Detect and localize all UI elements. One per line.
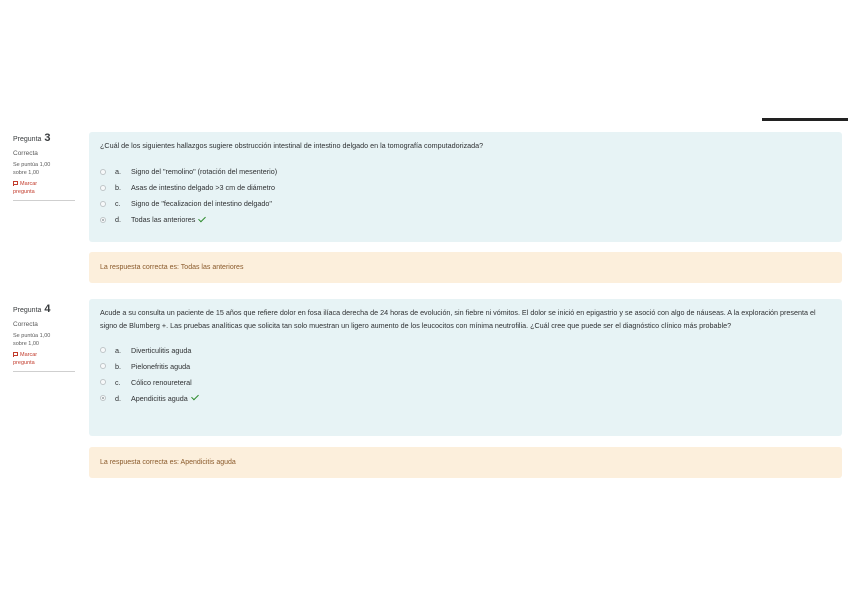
radio-button-selected[interactable] — [100, 395, 106, 401]
answer-text: Apendicitis aguda — [131, 393, 188, 403]
answer-text: Pielonefritis aguda — [131, 361, 191, 371]
answer-text: Signo de "fecalizacion del intestino delgado" — [131, 199, 272, 208]
question-number: 4 — [44, 303, 51, 315]
answer-letter: b. — [115, 361, 121, 371]
answer-letter: b. — [115, 183, 121, 192]
flag-question-link[interactable] — [13, 180, 75, 196]
question-number: 3 — [44, 132, 51, 144]
radio-button[interactable] — [100, 201, 106, 207]
flag-label: Marcar — [20, 181, 38, 187]
question-label: Pregunta — [13, 307, 42, 314]
question-formulation — [89, 132, 842, 242]
question-formulation — [89, 299, 842, 436]
answer-list — [100, 164, 831, 228]
answer-option-d[interactable] — [100, 390, 831, 406]
answer-text: Diverticulitis aguda — [131, 345, 192, 355]
answer-option-b[interactable] — [100, 358, 831, 374]
grade-line: sobre 1,00 — [13, 170, 39, 176]
answer-letter: c. — [115, 377, 121, 387]
flag-icon — [13, 181, 18, 186]
question-info — [13, 303, 75, 372]
answer-option-a[interactable] — [100, 164, 831, 180]
answer-text: Todas las anteriores — [131, 215, 196, 224]
answer-option-b[interactable] — [100, 180, 831, 196]
radio-button[interactable] — [100, 379, 106, 385]
grade-line: sobre 1,00 — [13, 341, 39, 347]
check-icon — [198, 214, 206, 222]
feedback-text: La respuesta correcta es: Todas las anteriores — [100, 264, 244, 271]
flag-label: Marcar — [20, 352, 38, 358]
radio-button-selected[interactable] — [100, 217, 106, 223]
answer-letter: a. — [115, 345, 121, 355]
answer-letter: d. — [115, 393, 121, 403]
grade-line: Se puntúa 1,00 — [13, 333, 51, 339]
flag-label: pregunta — [13, 360, 35, 366]
radio-button[interactable] — [100, 169, 106, 175]
feedback-text: La respuesta correcta es: Apendicitis aguda — [100, 459, 236, 466]
flag-icon — [13, 352, 18, 357]
question-title — [13, 303, 75, 317]
answer-text: Asas de intestino delgado >3 cm de diámetro — [131, 183, 276, 192]
grade-line: Se puntúa 1,00 — [13, 162, 51, 168]
flag-label: pregunta — [13, 189, 35, 195]
question-title — [13, 132, 75, 146]
answer-option-c[interactable] — [100, 196, 831, 212]
answer-letter: d. — [115, 215, 121, 224]
answer-letter: c. — [115, 199, 121, 208]
top-divider-bar — [762, 118, 848, 121]
question-text: Acude a su consulta un paciente de 15 años que refiere dolor en fosa ilíaca derecha de 24 horas de evolución, sin fiebre ni vómitos. El dolor se inició en epigastrio y se asoció con algo de náuseas. A la exploración presenta el signo de Blumberg +. Las pruebas analíticas que solicita tan solo muestran un ligero aumento de los leucocitos con mínima neutrofilia. ¿Cuál cree que puede ser el diagnóstico clínico más probable? — [100, 308, 816, 330]
question-grade — [13, 161, 75, 177]
correct-answer-feedback — [89, 447, 842, 478]
question-label: Pregunta — [13, 136, 42, 143]
correct-answer-feedback — [89, 252, 842, 283]
answer-list — [100, 342, 831, 406]
answer-option-a[interactable] — [100, 342, 831, 358]
answer-letter: a. — [115, 167, 121, 176]
question-state: Correcta — [13, 150, 38, 157]
flag-question-link[interactable] — [13, 351, 75, 367]
radio-button[interactable] — [100, 347, 106, 353]
radio-button[interactable] — [100, 185, 106, 191]
radio-button[interactable] — [100, 363, 106, 369]
answer-text: Signo del "remolino" (rotación del mesenterio) — [131, 167, 278, 176]
answer-option-d[interactable] — [100, 212, 831, 228]
question-state: Correcta — [13, 321, 38, 328]
question-info — [13, 132, 75, 201]
answer-text: Cólico renoureteral — [131, 377, 192, 387]
question-grade — [13, 332, 75, 348]
answer-option-c[interactable] — [100, 374, 831, 390]
question-text: ¿Cuál de los siguientes hallazgos sugiere obstrucción intestinal de intestino delgado en la tomografía computadorizada? — [100, 141, 484, 150]
check-icon — [191, 393, 199, 401]
